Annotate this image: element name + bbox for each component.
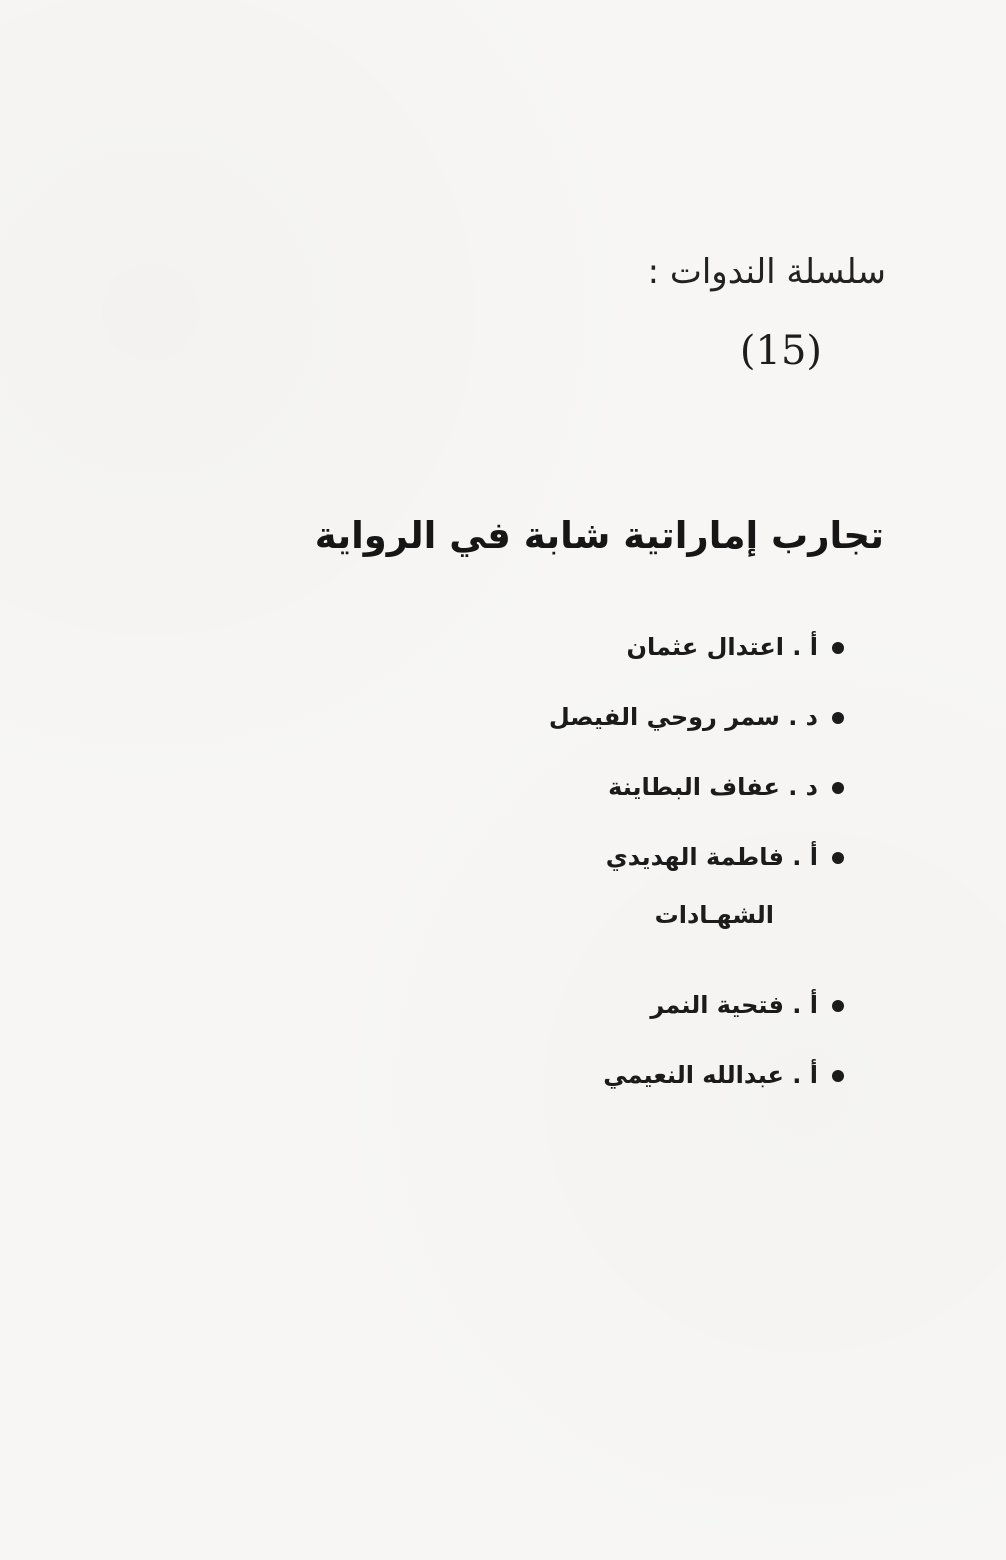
bullet-icon [832, 1070, 844, 1082]
participants-list [549, 612, 844, 892]
bullet-icon [832, 852, 844, 864]
participant-name: أ . فاطمة الهديدي [605, 843, 818, 871]
list-item [549, 752, 844, 822]
list-item [603, 1040, 844, 1110]
list-item [603, 970, 844, 1040]
series-label: سلسلة الندوات : [647, 252, 886, 292]
list-item [549, 822, 844, 892]
bullet-icon [832, 1000, 844, 1012]
list-item [549, 682, 844, 752]
testimonial-name: أ . فتحية النمر [650, 991, 818, 1019]
list-item [549, 612, 844, 682]
bullet-icon [832, 642, 844, 654]
participant-name: أ . اعتدال عثمان [626, 633, 818, 661]
page-title: تجارب إماراتية شابة في الرواية [314, 514, 884, 557]
series-number: (15) [739, 328, 822, 374]
participant-name: د . سمر روحي الفيصل [548, 703, 818, 731]
testimonials-list [603, 970, 844, 1110]
testimonials-heading: الشهـادات [654, 901, 774, 929]
testimonial-name: أ . عبدالله النعيمي [603, 1061, 818, 1089]
bullet-icon [832, 712, 844, 724]
bullet-icon [832, 782, 844, 794]
participant-name: د . عفاف البطاينة [608, 773, 818, 801]
